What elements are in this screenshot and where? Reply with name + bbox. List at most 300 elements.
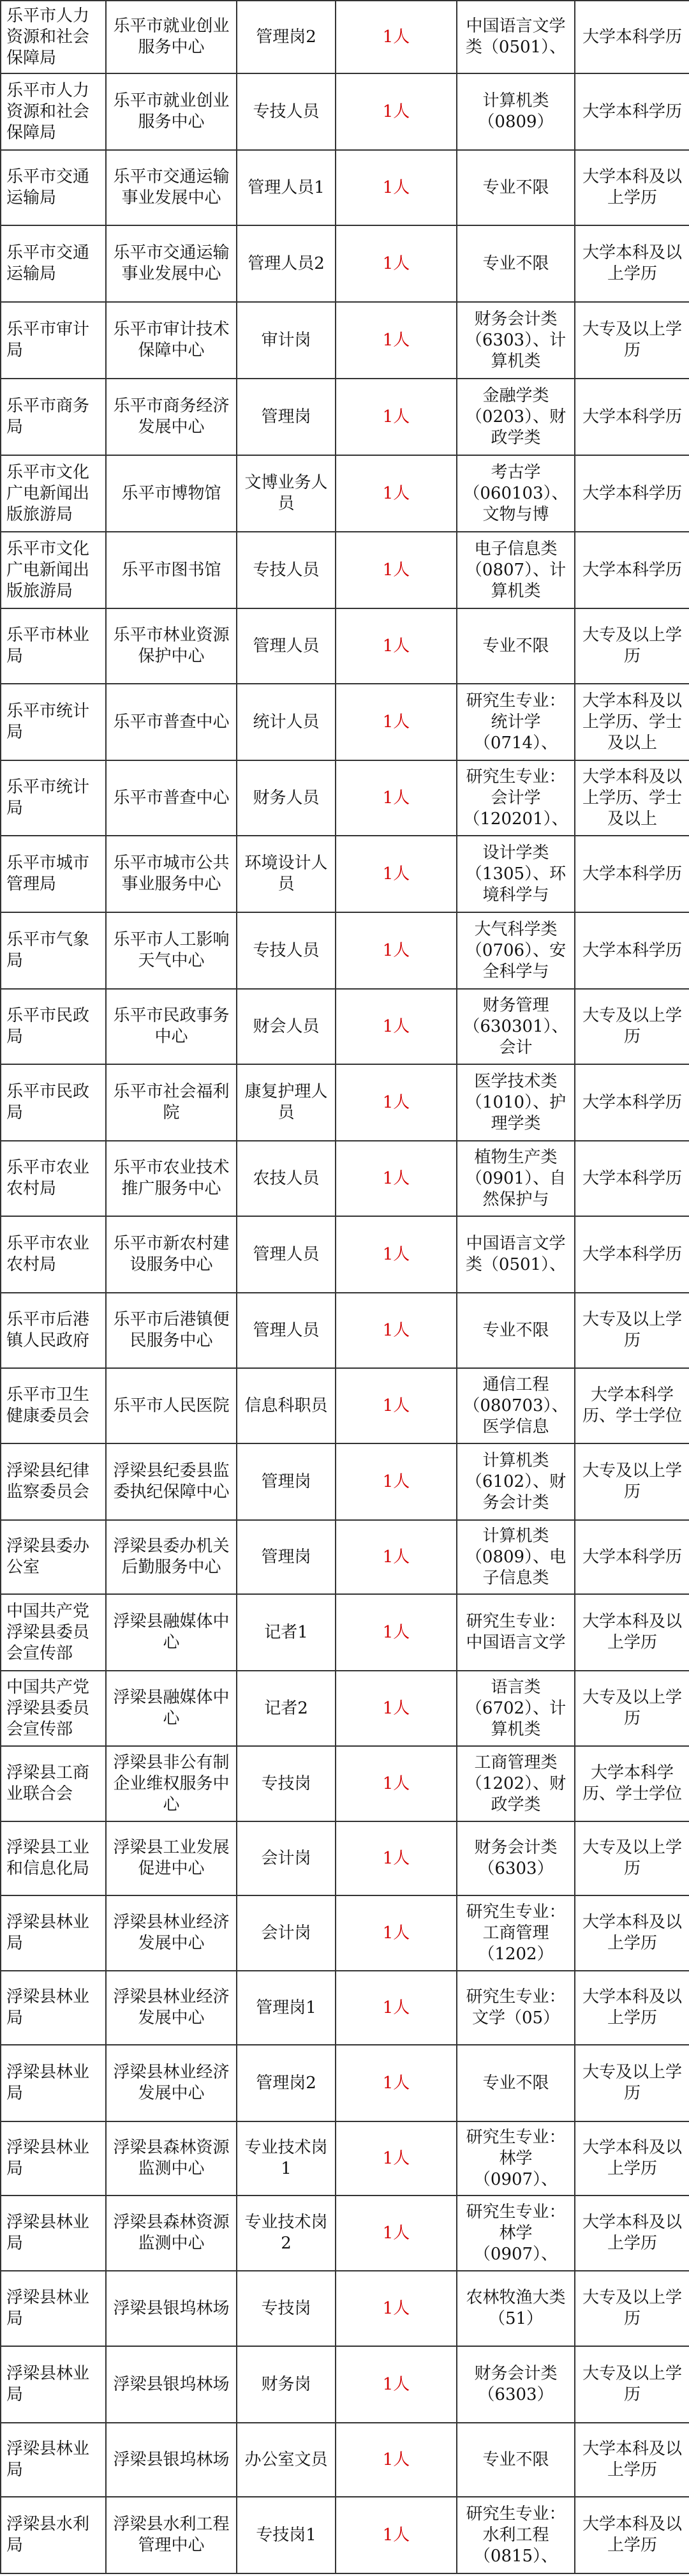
education-requirement: 大专及以上学历 [582, 2063, 682, 2103]
education-requirement: 大学本科及以上学历、学士及以上 [582, 767, 682, 829]
education-requirement: 大专及以上学历 [582, 1461, 682, 1502]
major-requirement: 专业不限 [482, 253, 549, 273]
table-row [1, 73, 689, 150]
org-name: 浮梁县银坞林场 [113, 2450, 230, 2469]
headcount: 1人 [382, 1923, 410, 1943]
post-name: 审计岗 [261, 330, 311, 350]
unit-name-cell [1, 73, 106, 150]
major-requirement-cell [457, 225, 575, 302]
education-requirement-cell [575, 2346, 689, 2423]
post-name: 专技人员 [253, 940, 320, 960]
unit-name: 中国共产党浮梁县委员会宣传部 [6, 1601, 90, 1663]
org-name: 浮梁县森林资源监测中心 [113, 2213, 230, 2253]
org-name-cell [106, 225, 237, 302]
org-name: 浮梁县非公有制企业维权服务中心 [113, 1752, 230, 1814]
table-row [1, 2423, 689, 2497]
major-requirement: 工商管理类（1202）、财政学类 [465, 1752, 567, 1814]
post-name: 环境设计人员 [244, 854, 328, 894]
headcount: 1人 [382, 864, 410, 884]
post-name-cell [237, 2497, 336, 2573]
headcount: 1人 [382, 2148, 410, 2168]
org-name: 浮梁县林业经济发展中心 [113, 1987, 230, 2028]
table-row [1, 684, 689, 760]
headcount-cell [336, 1216, 457, 1293]
headcount-cell [336, 1895, 457, 1971]
headcount-cell [336, 684, 457, 760]
education-requirement: 大学本科学历 [582, 1244, 682, 1264]
post-name-cell [237, 150, 336, 225]
unit-name: 乐平市文化广电新闻出版旅游局 [6, 539, 90, 601]
org-name: 乐平市普查中心 [113, 712, 230, 732]
major-requirement-cell [457, 2196, 575, 2271]
education-requirement: 大学本科学历 [582, 1547, 682, 1567]
headcount-cell [336, 2497, 457, 2573]
headcount: 1人 [382, 2073, 410, 2093]
table-row [1, 760, 689, 836]
org-name: 浮梁县委办机关后勤服务中心 [113, 1537, 230, 1577]
post-name: 管理人员 [253, 636, 320, 656]
table-row [1, 912, 689, 989]
table-row [1, 1368, 689, 1443]
education-requirement-cell [575, 2497, 689, 2573]
headcount-cell [336, 1064, 457, 1141]
major-requirement-cell [457, 608, 575, 684]
org-name-cell [106, 1064, 237, 1141]
unit-name-cell [1, 2196, 106, 2271]
education-requirement-cell [575, 1216, 689, 1293]
table-row [1, 150, 689, 225]
major-requirement-cell [457, 73, 575, 150]
education-requirement-cell [575, 1141, 689, 1216]
major-requirement: 财务会计类（6303）、计算机类 [465, 309, 567, 371]
headcount-cell [336, 2045, 457, 2121]
education-requirement: 大学本科学历、学士学位 [582, 1763, 682, 1804]
unit-name: 乐平市民政局 [6, 1006, 90, 1046]
unit-name-cell [1, 1064, 106, 1141]
unit-name-cell [1, 1216, 106, 1293]
unit-name-cell [1, 455, 106, 532]
post-name-cell [237, 836, 336, 912]
major-requirement: 研究生专业：统计学（0714）、 [466, 691, 566, 753]
major-requirement: 专业不限 [482, 636, 549, 656]
major-requirement-cell [457, 1520, 575, 1594]
headcount: 1人 [382, 1774, 410, 1793]
org-name-cell [106, 2045, 237, 2121]
post-name: 管理岗 [261, 1472, 311, 1491]
education-requirement-cell [575, 1293, 689, 1368]
headcount-cell [336, 225, 457, 302]
post-name: 财务人员 [253, 788, 320, 808]
unit-name: 乐平市人力资源和社会保障局 [6, 6, 90, 68]
post-name: 记者1 [264, 1622, 308, 1642]
education-requirement: 大专及以上学历 [582, 626, 682, 666]
headcount-cell [336, 1443, 457, 1520]
headcount-cell [336, 836, 457, 912]
unit-name-cell [1, 1671, 106, 1746]
org-name-cell [106, 760, 237, 836]
org-name-cell [106, 455, 237, 532]
post-name-cell [237, 2271, 336, 2346]
org-name-cell [106, 2196, 237, 2271]
education-requirement-cell [575, 2045, 689, 2121]
post-name: 管理岗2 [256, 27, 316, 47]
education-requirement: 大学本科学历 [582, 407, 682, 426]
table-row [1, 1141, 689, 1216]
org-name-cell [106, 1746, 237, 1821]
post-name-cell [237, 2121, 336, 2196]
unit-name: 乐平市卫生健康委员会 [6, 1385, 90, 1426]
major-requirement: 财务管理（630301）、会计 [463, 995, 568, 1057]
table-row [1, 1671, 689, 1746]
major-requirement: 财务会计类（6303） [474, 2364, 558, 2404]
headcount-cell [336, 1368, 457, 1443]
education-requirement: 大学本科学历 [582, 1168, 682, 1188]
unit-name: 乐平市后港镇人民政府 [6, 1310, 90, 1350]
unit-name: 乐平市交通运输局 [6, 167, 90, 207]
major-requirement-cell [457, 2497, 575, 2573]
table-row [1, 989, 689, 1064]
education-requirement-cell [575, 1443, 689, 1520]
headcount: 1人 [382, 1168, 410, 1188]
unit-name: 浮梁县林业局 [6, 2138, 90, 2178]
table-row [1, 1895, 689, 1971]
post-name: 信息科职员 [244, 1396, 328, 1415]
major-requirement: 研究生专业：林学（0907）、 [466, 2202, 566, 2264]
table-row [1, 836, 689, 912]
headcount: 1人 [382, 1698, 410, 1718]
org-name-cell [106, 1520, 237, 1594]
education-requirement: 大专及以上学历 [582, 1688, 682, 1728]
post-name-cell [237, 2045, 336, 2121]
education-requirement: 大学本科学历、学士学位 [582, 1385, 682, 1426]
org-name: 乐平市普查中心 [113, 788, 230, 808]
post-name-cell [237, 1895, 336, 1971]
post-name: 管理人员 [253, 1320, 320, 1340]
major-requirement: 中国语言文学类（0501）、 [465, 17, 567, 57]
education-requirement: 大学本科及以上学历 [582, 2213, 682, 2253]
headcount: 1人 [382, 330, 410, 350]
major-requirement: 专业不限 [482, 2450, 549, 2469]
org-name: 乐平市人民医院 [113, 1396, 230, 1415]
table-row [1, 455, 689, 532]
post-name: 管理人员1 [248, 177, 325, 197]
post-name-cell [237, 1594, 336, 1671]
major-requirement: 研究生专业：水利工程（0815）、 [466, 2504, 566, 2566]
post-name-cell [237, 1443, 336, 1520]
headcount-cell [336, 1821, 457, 1895]
post-name: 专业技术岗2 [244, 2213, 328, 2253]
headcount-cell [336, 302, 457, 379]
headcount-cell [336, 1971, 457, 2045]
major-requirement-cell [457, 455, 575, 532]
unit-name-cell [1, 379, 106, 455]
headcount: 1人 [382, 253, 410, 273]
org-name-cell [106, 1141, 237, 1216]
education-requirement-cell [575, 2121, 689, 2196]
headcount: 1人 [382, 1472, 410, 1491]
headcount-cell [336, 2271, 457, 2346]
post-name-cell [237, 912, 336, 989]
major-requirement-cell [457, 1895, 575, 1971]
post-name: 专技岗1 [256, 2525, 316, 2545]
table-row [1, 2271, 689, 2346]
post-name: 财务岗 [261, 2374, 311, 2394]
education-requirement-cell [575, 2196, 689, 2271]
table-row [1, 1443, 689, 1520]
major-requirement: 大气科学类（0706）、安全科学与 [465, 919, 567, 981]
post-name: 康复护理人员 [244, 1082, 328, 1122]
job-table-body [1, 1, 689, 2573]
unit-name-cell [1, 225, 106, 302]
unit-name-cell [1, 1520, 106, 1594]
education-requirement-cell [575, 2271, 689, 2346]
education-requirement: 大学本科学历 [582, 864, 682, 884]
major-requirement-cell [457, 1443, 575, 1520]
major-requirement-cell [457, 532, 575, 608]
headcount: 1人 [382, 177, 410, 197]
unit-name-cell [1, 1594, 106, 1671]
post-name: 管理岗 [261, 1547, 311, 1567]
unit-name: 浮梁县林业局 [6, 2288, 90, 2328]
table-row [1, 2196, 689, 2271]
headcount-cell [336, 2196, 457, 2271]
headcount: 1人 [382, 1320, 410, 1340]
unit-name: 浮梁县工业和信息化局 [6, 1838, 90, 1878]
headcount-cell [336, 989, 457, 1064]
post-name-cell [237, 1971, 336, 2045]
post-name: 管理人员2 [248, 253, 325, 273]
headcount-cell [336, 2346, 457, 2423]
major-requirement-cell [457, 912, 575, 989]
org-name-cell [106, 1671, 237, 1746]
post-name-cell [237, 2346, 336, 2423]
org-name-cell [106, 1443, 237, 1520]
major-requirement: 农林牧渔大类（51） [466, 2288, 566, 2328]
unit-name-cell [1, 2423, 106, 2497]
headcount: 1人 [382, 1998, 410, 2017]
post-name-cell [237, 1671, 336, 1746]
unit-name: 乐平市林业局 [6, 626, 90, 666]
headcount: 1人 [382, 636, 410, 656]
headcount: 1人 [382, 1622, 410, 1642]
unit-name-cell [1, 1141, 106, 1216]
headcount-cell [336, 455, 457, 532]
headcount-cell [336, 760, 457, 836]
education-requirement-cell [575, 73, 689, 150]
major-requirement-cell [457, 302, 575, 379]
headcount: 1人 [382, 1396, 410, 1415]
education-requirement-cell [575, 2423, 689, 2497]
education-requirement-cell [575, 1064, 689, 1141]
major-requirement: 医学技术类（1010）、护理学类 [465, 1071, 567, 1133]
org-name-cell [106, 989, 237, 1064]
headcount: 1人 [382, 1848, 410, 1868]
org-name: 乐平市后港镇便民服务中心 [113, 1310, 230, 1350]
major-requirement: 计算机类（6102）、财务会计类 [465, 1450, 567, 1512]
post-name: 财会人员 [253, 1016, 320, 1036]
major-requirement-cell [457, 1971, 575, 2045]
table-row [1, 2045, 689, 2121]
headcount: 1人 [382, 407, 410, 426]
table-row [1, 608, 689, 684]
org-name-cell [106, 1821, 237, 1895]
major-requirement: 财务会计类（6303） [474, 1838, 558, 1878]
post-name-cell [237, 1368, 336, 1443]
headcount: 1人 [382, 483, 410, 503]
major-requirement-cell [457, 1141, 575, 1216]
unit-name-cell [1, 1443, 106, 1520]
education-requirement-cell [575, 455, 689, 532]
education-requirement-cell [575, 1, 689, 73]
post-name: 管理人员 [253, 1244, 320, 1264]
org-name: 浮梁县林业经济发展中心 [113, 2063, 230, 2103]
org-name: 乐平市民政事务中心 [113, 1006, 230, 1046]
headcount-cell [336, 1746, 457, 1821]
major-requirement-cell [457, 1368, 575, 1443]
post-name-cell [237, 73, 336, 150]
major-requirement-cell [457, 2423, 575, 2497]
unit-name: 乐平市审计局 [6, 320, 90, 360]
major-requirement: 植物生产类（0901）、自然保护与 [465, 1147, 567, 1209]
education-requirement-cell [575, 1746, 689, 1821]
headcount-cell [336, 608, 457, 684]
major-requirement: 研究生专业：文学（05） [466, 1987, 566, 2028]
unit-name-cell [1, 150, 106, 225]
table-row [1, 302, 689, 379]
major-requirement-cell [457, 760, 575, 836]
headcount: 1人 [382, 2374, 410, 2394]
headcount: 1人 [382, 2450, 410, 2469]
headcount: 1人 [382, 2525, 410, 2545]
education-requirement-cell [575, 302, 689, 379]
post-name-cell [237, 2196, 336, 2271]
unit-name-cell [1, 1746, 106, 1821]
table-row [1, 379, 689, 455]
major-requirement: 专业不限 [482, 1320, 549, 1340]
headcount: 1人 [382, 27, 410, 47]
post-name: 专技岗 [261, 1774, 311, 1793]
education-requirement: 大学本科及以上学历 [582, 2439, 682, 2480]
major-requirement-cell [457, 1, 575, 73]
unit-name-cell [1, 912, 106, 989]
table-row [1, 2121, 689, 2196]
headcount-cell [336, 912, 457, 989]
post-name: 文博业务人员 [244, 473, 328, 513]
org-name-cell [106, 836, 237, 912]
education-requirement: 大学本科及以上学历 [582, 2515, 682, 2555]
major-requirement-cell [457, 836, 575, 912]
org-name: 乐平市交通运输事业发展中心 [113, 243, 230, 283]
org-name: 浮梁县纪委县监委执纪保障中心 [113, 1461, 230, 1502]
org-name-cell [106, 532, 237, 608]
post-name-cell [237, 302, 336, 379]
education-requirement: 大学本科及以上学历 [582, 167, 682, 207]
education-requirement-cell [575, 1520, 689, 1594]
education-requirement-cell [575, 912, 689, 989]
education-requirement: 大学本科学历 [582, 483, 682, 503]
post-name-cell [237, 2423, 336, 2497]
table-row [1, 1, 689, 73]
education-requirement-cell [575, 608, 689, 684]
post-name-cell [237, 608, 336, 684]
unit-name-cell [1, 2045, 106, 2121]
major-requirement: 专业不限 [482, 2073, 549, 2093]
major-requirement-cell [457, 2346, 575, 2423]
education-requirement: 大学本科及以上学历 [582, 243, 682, 283]
table-row [1, 1821, 689, 1895]
table-row [1, 1520, 689, 1594]
org-name: 乐平市审计技术保障中心 [113, 320, 230, 360]
unit-name-cell [1, 2346, 106, 2423]
org-name-cell [106, 2121, 237, 2196]
unit-name: 乐平市交通运输局 [6, 243, 90, 283]
unit-name-cell [1, 1971, 106, 2045]
post-name-cell [237, 760, 336, 836]
education-requirement: 大学本科学历 [582, 940, 682, 960]
org-name: 乐平市就业创业服务中心 [113, 91, 230, 132]
post-name-cell [237, 455, 336, 532]
org-name-cell [106, 1895, 237, 1971]
org-name: 浮梁县融媒体中心 [113, 1612, 230, 1652]
major-requirement-cell [457, 1216, 575, 1293]
major-requirement-cell [457, 1671, 575, 1746]
org-name: 乐平市交通运输事业发展中心 [113, 167, 230, 207]
org-name-cell [106, 1971, 237, 2045]
unit-name: 乐平市人力资源和社会保障局 [6, 80, 90, 142]
post-name-cell [237, 379, 336, 455]
major-requirement-cell [457, 1293, 575, 1368]
org-name-cell [106, 302, 237, 379]
headcount-cell [336, 1671, 457, 1746]
education-requirement-cell [575, 1821, 689, 1895]
table-row [1, 1746, 689, 1821]
major-requirement: 计算机类（0809） [478, 91, 554, 132]
org-name-cell [106, 1, 237, 73]
education-requirement-cell [575, 1971, 689, 2045]
table-row [1, 2497, 689, 2573]
unit-name-cell [1, 760, 106, 836]
headcount: 1人 [382, 2223, 410, 2243]
org-name: 浮梁县银坞林场 [113, 2298, 230, 2318]
major-requirement: 电子信息类（0807）、计算机类 [465, 539, 567, 601]
education-requirement: 大学本科及以上学历 [582, 1913, 682, 1953]
org-name: 乐平市新农村建设服务中心 [113, 1234, 230, 1274]
education-requirement-cell [575, 1671, 689, 1746]
unit-name-cell [1, 2121, 106, 2196]
education-requirement: 大专及以上学历 [582, 2288, 682, 2328]
unit-name-cell [1, 2497, 106, 2573]
post-name-cell [237, 1064, 336, 1141]
unit-name-cell [1, 1895, 106, 1971]
unit-name-cell [1, 684, 106, 760]
major-requirement: 研究生专业：中国语言文学 [466, 1612, 566, 1652]
headcount-cell [336, 1594, 457, 1671]
major-requirement: 通信工程（080703）、医学信息 [463, 1375, 568, 1436]
unit-name-cell [1, 608, 106, 684]
post-name: 管理岗1 [256, 1998, 316, 2017]
table-row [1, 1216, 689, 1293]
headcount: 1人 [382, 788, 410, 808]
table-row [1, 532, 689, 608]
education-requirement-cell [575, 1368, 689, 1443]
headcount: 1人 [382, 560, 410, 580]
org-name-cell [106, 1293, 237, 1368]
education-requirement-cell [575, 1594, 689, 1671]
unit-name: 乐平市农业农村局 [6, 1234, 90, 1274]
post-name: 统计人员 [253, 712, 320, 732]
major-requirement: 中国语言文学类（0501）、 [465, 1234, 567, 1274]
org-name: 乐平市社会福利院 [113, 1082, 230, 1122]
